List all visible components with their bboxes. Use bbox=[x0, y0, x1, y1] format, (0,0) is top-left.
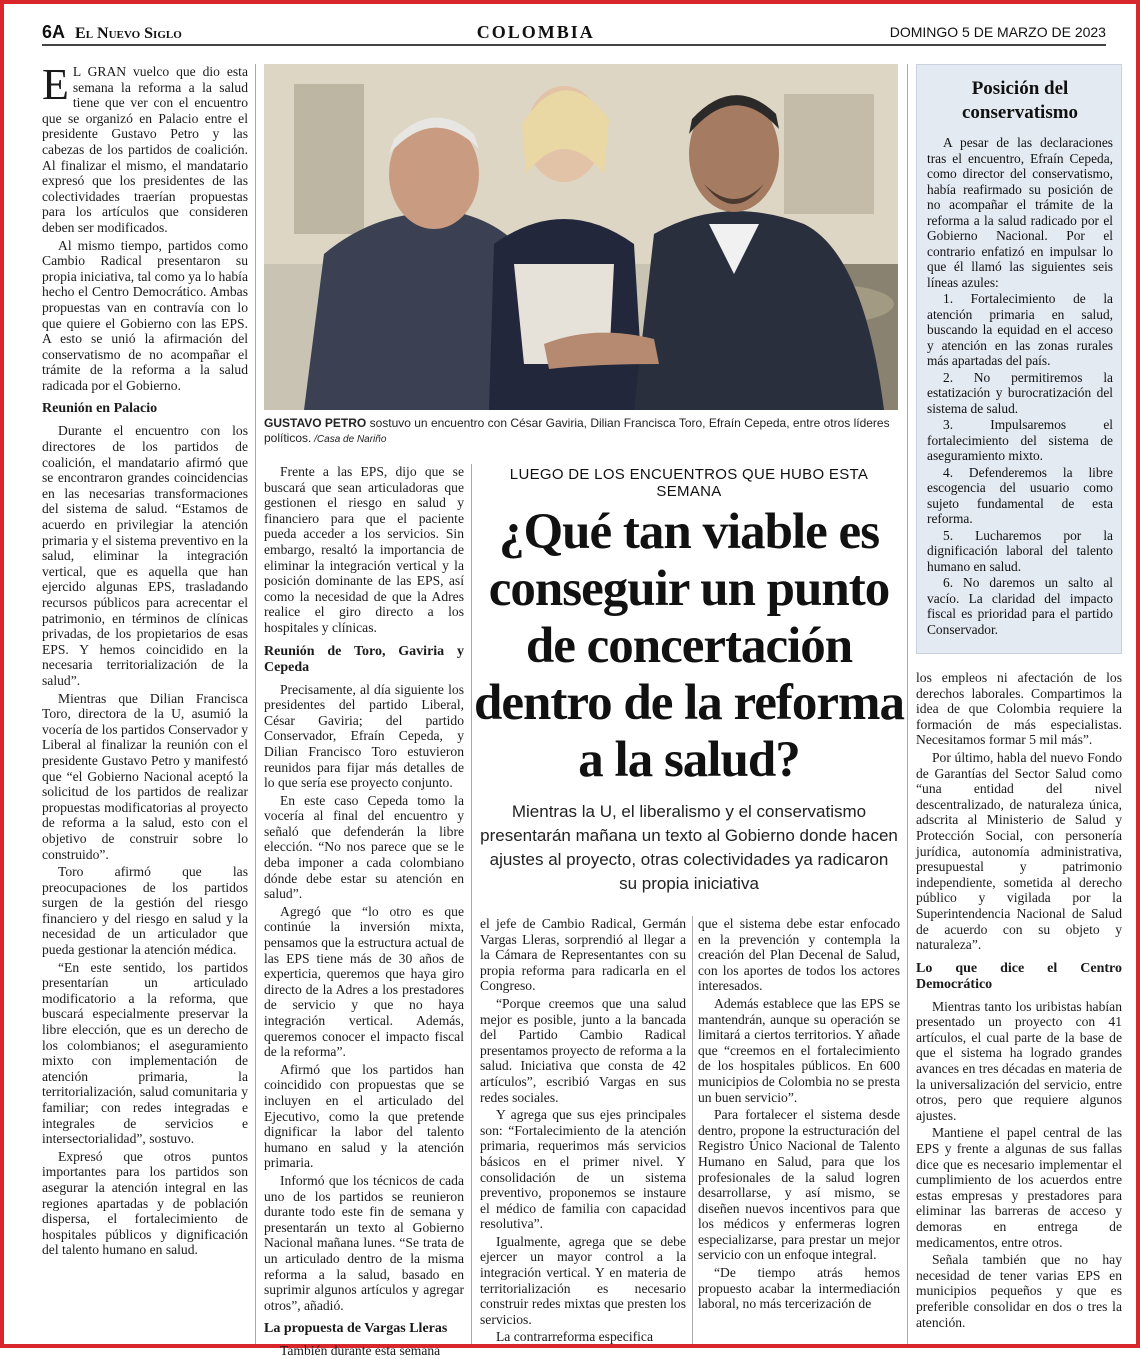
article-paragraph: Y agrega que sus ejes principales son: “Fortalecimiento de la atención primaria, requerimos más servicios básicos en el primer nivel. Y consolidación de un sistema preventivo, proponemos se instaure el médico de familia con capacidad resolutiva”. bbox=[480, 1107, 686, 1232]
article-paragraph: También durante esta semana bbox=[280, 1343, 441, 1359]
photo-credit: /Casa de Nariño bbox=[311, 434, 387, 445]
subhead-reunion-palacio: Reunión en Palacio bbox=[42, 401, 158, 417]
sidebar-list-item: 5. Lucharemos por la dignificación laboral del talento humano en salud. bbox=[927, 527, 1113, 574]
photo-illustration bbox=[264, 64, 898, 410]
drop-cap: E bbox=[42, 60, 69, 109]
sidebar-list-item: 3. Impulsaremos el fortalecimiento del sistema de aseguramiento mixto. bbox=[927, 417, 1113, 463]
article-paragraph: el jefe de Cambio Radical, Germán Vargas Lleras, sorprendió al llegar a la Cámara de Representantes con su propia reforma para radicarla en el Congreso. bbox=[480, 916, 686, 994]
subhead-vargas-lleras: La propuesta de Vargas Lleras bbox=[264, 1321, 448, 1337]
subhead-centro-democratico: Lo que dice el Centro Democrático bbox=[916, 960, 1122, 992]
sidebar-paragraph: A pesar de las declaraciones tras el encuentro, Efraín Cepeda, como director del conservatismo, había reafirmado su posición de no acompañar el trámite de la reforma a la salud radicado por el Gobierno Nacional. Por el contrario enfatizó en impulsar lo que él llamó las siguientes seis líneas azules: bbox=[927, 135, 1113, 290]
article-paragraph: Afirmó que los partidos han coincidido con propuestas que se incluyen en el articulado del Ejecutivo, como la que pretende dignificar la labor del talento humano en salud y la atención primaria. bbox=[264, 1061, 464, 1171]
article-paragraph: Precisamente, al día siguiente los presidentes del partido Liberal, César Gaviria; del partido Conservador, Efraín Cepeda, y Dilian Francisco Toro estuvieron reunidos para fijar más detalles de lo que sería ese proyecto conjunto. bbox=[264, 681, 464, 791]
article-paragraph: Durante el encuentro con los directores de los partidos de coalición, el mandatario afirmó que se encontraron grandes coincidencias en las necesarias transformaciones del sistema de salud. “Estamos de acuerdo en privilegiar la atención primaria y el sistema preventivo en la salud, eliminar la integración vertical, que es aquella que han ejercido algunas EPS, trasladando recursos públicos para acrecentar el patrimonio, en términos de clínicas privadas, de los propietarios de esas EPS. Y hemos coincidido en la necesaria territorialización de la salud”. bbox=[42, 423, 248, 688]
subhead-reunion-toro: Reunión de Toro, Gaviria y Cepeda bbox=[264, 643, 464, 675]
article-paragraph: Agregó que “lo otro es que continúe la inversión mixta, pensamos que la estructura actual de las EPS tiene más de 30 años de experticia, queremos que haya giro directo de la Adres a los prestadores de servicio y que no haya integración vertical. Además, queremos conocer el impacto fiscal de la reforma”. bbox=[264, 903, 464, 1060]
sidebar-title: Posición del conservatismo bbox=[961, 78, 1079, 123]
article-paragraph: Informó que los técnicos de cada uno de los partidos se reunieron durante todo este fin de semana y presentarán un texto al Gobierno Nacional mañana lunes. “Se trata de un articulado dentro de la misma reforma a la salud, basado en suprimir algunos artículos y agregar otros”, añadió. bbox=[264, 1172, 464, 1313]
article-paragraph: E L GRAN vuelco que dio esta semana la reforma a la salud tiene que ver con el encuentro que se organizó en Palacio entre el presidente Gustavo Petro y las cabezas de los partidos de coalición. Al finalizar el mismo, el mandatario expresó que los presidentes de las colectividades traerían propuestas para los artículos que consideren deben ser modificados. bbox=[42, 60, 248, 235]
column-rule bbox=[907, 64, 908, 1344]
column-rule bbox=[255, 64, 256, 1344]
article-paragraph: Al mismo tiempo, partidos como Cambio Radical presentaron su propia iniciativa, tal como ya lo había hecho el Centro Democrático. Ambas propuestas van en contravía con lo que quiere el Gobierno con las EPS. A esto se unió la afirmación del conservatismo de no acompañar el trámite de la reforma a la salud radicada por el Gobierno. bbox=[42, 237, 248, 393]
sidebar-box bbox=[916, 64, 1122, 654]
article-paragraph: La contrarreforma especifica bbox=[496, 1329, 653, 1345]
sidebar-list-item: 2. No permitiremos la estatización y burocratización del sistema de salud. bbox=[927, 369, 1113, 416]
article-paragraph: “De tiempo atrás hemos propuesto acabar la intermediación laboral, no más tercerización de bbox=[698, 1265, 900, 1312]
page-header bbox=[42, 20, 1106, 46]
article-paragraph: Toro afirmó que las preocupaciones de los partidos surgen de la gestión del riesgo financiero y del riesgo en salud y la necesidad de un articulador que pueda gestionar la atención médica. bbox=[42, 864, 248, 958]
article-headline: ¿Qué tan viable es conseguir un punto de concertación dentro de la reforma a la salud? bbox=[474, 504, 904, 788]
article-paragraph: que el sistema debe estar enfocado en la prevención y contempla la creación del Plan Decenal de Salud, con los aportes de todos los actores interesados. bbox=[698, 916, 900, 994]
article-paragraph: los empleos ni afectación de los derechos laborales. Compartimos la idea de que Colombia requiere la formación de más especialistas. Necesitamos formar 5 mil más”. bbox=[916, 670, 1122, 748]
article-kicker: LUEGO DE LOS ENCUENTROS QUE HUBO ESTA SEMANA bbox=[509, 466, 869, 500]
article-column-2 bbox=[264, 464, 464, 1359]
article-paragraph: “En este sentido, los partidos presentarían un articulado modificatorio a la reforma, que buscará especialmente preservar la libre elección, que es un derecho de los colombianos; el aseguramiento mixto con implementación de atención primaria, la territorialización, salud comunitaria y familiar; con redes integradas e integrales de servicios e intersectorialidad”, sostuvo. bbox=[42, 959, 248, 1147]
article-paragraph: Mantiene el papel central de las EPS y frente a algunas de sus fallas dice que es necesario implementar el cumplimiento de los acuerdos entre estas empresas y prestadores para eliminar las barreras de acceso y demoras en entrega de medicamentos, entre otros. bbox=[916, 1125, 1122, 1250]
sidebar-list-item: 6. No daremos un salto al vacío. La claridad del impacto fiscal es prioridad para el partido Conservador. bbox=[927, 575, 1113, 637]
article-paragraph: Además establece que las EPS se mantendrán, aunque su operación se limitará a ciertos territorios. Y añade que “creemos en el fortalecimiento de los hospitales públicos. En 600 municipios de Colombia no se presta un buen servicio”. bbox=[698, 995, 900, 1105]
article-paragraph: “Porque creemos que una salud mejor es posible, junto a la bancada del Partido Cambio Radical presentamos proyecto de reforma a la salud. Iniciativa que consta de 42 artículos”, escribió Vargas en sus redes sociales. bbox=[480, 995, 686, 1105]
article-column-4 bbox=[698, 916, 900, 1346]
column-rule bbox=[692, 916, 693, 1344]
article-paragraph: Por último, habla del nuevo Fondo de Garantías del Sector Salud como “una entidad del nivel descentralizado, de naturaleza única, adscrita al Ministerio de Salud y Protección Social, con personería jurídica, autonomía administrativa, presupuestal y patrimonio independiente, sometida al derecho público y vigilada por la Superintendencia Nacional de Salud de acuerdo con su objeto y naturaleza”. bbox=[916, 749, 1122, 953]
article-paragraph: Frente a las EPS, dijo que se buscará que sean articuladoras que gestionen el riesgo en salud y financiero para que el paciente pueda acceder a los servicios. Sin embargo, resaltó la importancia de eliminar la integración vertical y la posición dominante de las EPS, así como la necesidad de que la Adres realice el giro directo a los hospitales y clínicas. bbox=[264, 464, 464, 635]
news-photo bbox=[264, 64, 898, 410]
publication-name: El Nuevo Siglo bbox=[75, 24, 182, 42]
photo-caption: GUSTAVO PETRO sostuvo un encuentro con César Gaviria, Dilian Francisca Toro, Efraín Cepeda, entre otros líderes políticos. /Casa de Nariño bbox=[264, 416, 890, 445]
article-paragraph: Mientras tanto los uribistas habían presentado un proyecto con 41 artículos, el cual parte de la base de que el sistema ha logrado grandes avances en tres décadas en materia de la universalización del servicio, entre otros, pero que requiere algunos ajustes. bbox=[916, 998, 1122, 1123]
sidebar-list-item: 1. Fortalecimiento de la atención primaria en salud, buscando la equidad en el acceso y atención en las zonas rurales más apartadas del país. bbox=[927, 291, 1113, 368]
section-name: COLOMBIA bbox=[476, 21, 595, 42]
article-column-1 bbox=[42, 60, 248, 1346]
article-paragraph: Expresó que otros puntos importantes para los partidos son asegurar la atención integral en las regiones apartadas y de población dispersa, el fortalecimiento de hospitales públicos y dignificación del talento humano en salud. bbox=[42, 1148, 248, 1258]
article-deck: Mientras la U, el liberalismo y el conservatismo presentarán mañana un texto al Gobierno donde hacen ajustes al proyecto, otras colectividades ya radicaron su propia iniciativa bbox=[480, 802, 898, 893]
sidebar-list-item: 4. Defenderemos la libre escogencia del usuario como sujeto fundamental de esta reforma. bbox=[927, 464, 1113, 526]
article-paragraph: Igualmente, agrega que se debe ejercer un mayor control a la integración vertical. Y en materia de territorialización es necesario construir redes mixtas que presten los servicios. bbox=[480, 1233, 686, 1327]
article-column-3 bbox=[480, 916, 686, 1346]
article-column-5 bbox=[916, 670, 1122, 1346]
article-paragraph: Señala también que no hay necesidad de tener varias EPS en municipios pequeños y que es preferible consolidar en dos o tres la atención. bbox=[916, 1252, 1122, 1330]
column-rule bbox=[471, 464, 472, 1344]
page-number: 6A bbox=[42, 21, 66, 42]
article-paragraph: En este caso Cepeda tomo la vocería al final del encuentro y señaló que defenderán la libre elección. “No nos parece que se le deba imponer a cada colombiano dónde debe estar su atención en salud”. bbox=[264, 792, 464, 902]
issue-date: DOMINGO 5 DE MARZO DE 2023 bbox=[889, 24, 1106, 40]
article-paragraph: Mientras que Dilian Francisca Toro, directora de la U, asumió la vocería de los partidos Conservador y Liberal al finalizar la reunión con el presidente Gustavo Petro y manifestó que “el Gobierno Nacional aceptó la solicitud de los partidos de realizar propuestas modificatorias al proyecto de reforma a la salud, esto con el objetivo de construir sobre lo construido”. bbox=[42, 690, 248, 862]
article-paragraph: Para fortalecer el sistema desde dentro, propone la estructuración del Registro Único Nacional de Talento Humano en Salud, para que los profesionales de la salud logren desarrollarse, y así mismo, se diseñen nuevos incentivos para que los médicos y enfermeras logren especializarse, para prestar un mejor servicio con un enfoque integral. bbox=[698, 1107, 900, 1263]
